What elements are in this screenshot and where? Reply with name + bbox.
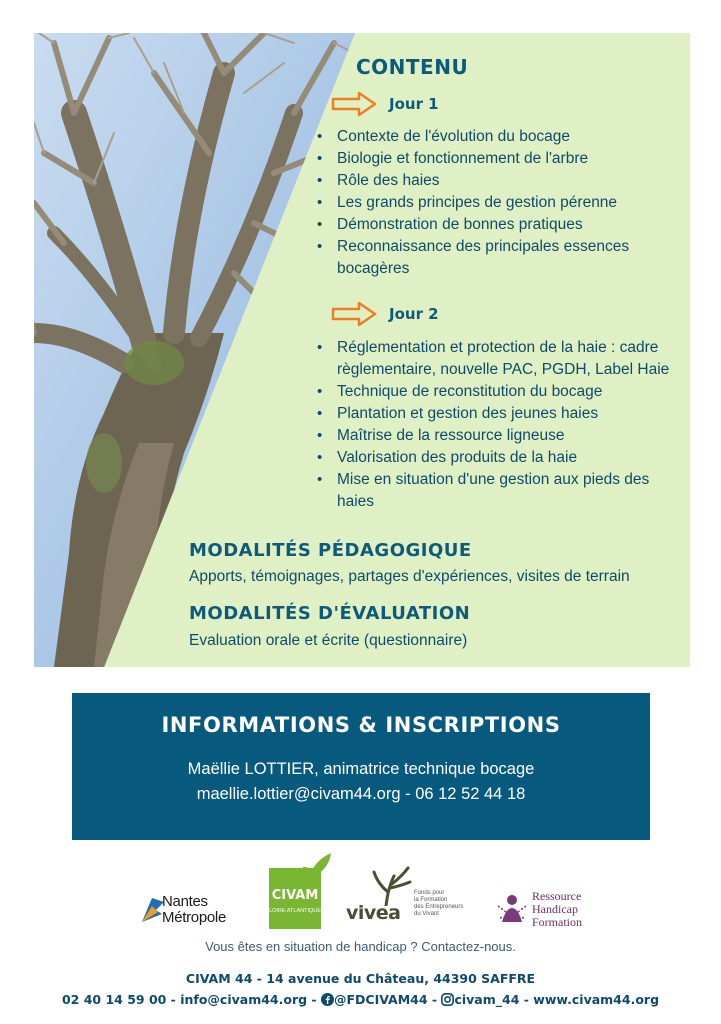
day2-label: Jour 2 [389,305,439,323]
footer-instagram-web[interactable]: civam_44 - www.civam44.org [454,992,660,1007]
civam-logo [269,851,341,931]
info-title: INFORMATIONS & INSCRIPTIONS [161,713,561,737]
list-item: • Plantation et gestion des jeunes haies [315,403,669,425]
rhf-line2: Handicap [532,902,578,916]
vivea-tree-icon [368,866,416,906]
instagram-icon[interactable] [441,993,454,1006]
rhf-figure-icon [496,892,528,926]
modalites-pedagogique-title: MODALITÉS PÉDAGOGIQUE [189,540,472,561]
info-block [72,693,650,840]
list-item: • Valorisation des produits de la haie [315,447,669,469]
nantes-line1: Nantes [162,893,208,910]
list-item: • Contexte de l'évolution du bocage [315,126,629,148]
day1-list [315,126,629,280]
vivea-logo [346,866,476,930]
list-item-continuation: haies [337,493,375,510]
rhf-line1: Ressource [532,889,582,903]
contact-email-phone[interactable]: maellie.lottier@civam44.org - 06 12 52 44 18 [196,785,526,803]
list-item: • Biologie et fonctionnement de l'arbre [315,148,629,170]
contenu-title: CONTENU [356,55,469,79]
day1-header [331,91,439,117]
list-item: • Réglementation et protection de la haie : cadre [315,337,669,359]
vivea-word: vivea [346,902,401,924]
list-item: • Les grands principes de gestion pérenne [315,192,629,214]
footer-facebook[interactable]: @FDCIVAM44 - [333,992,442,1007]
nantes-line2: Métropole [162,909,227,926]
day2-header [331,301,439,327]
vivea-text4: du Vivant [414,911,439,917]
vivea-text1: Fonds pour [414,890,445,896]
list-item: • Démonstration de bonnes pratiques [315,214,629,236]
footer-phone-email[interactable]: 02 40 14 59 00 - info@civam44.org - [61,992,321,1007]
list-item: • Rôle des haies [315,170,629,192]
contact-name: Maëllie LOTTIER, animatrice technique bocage [187,760,535,778]
modalites-pedagogique-text: Apports, témoignages, partages d'expériences, visites de terrain [189,568,630,585]
vivea-text3: des Entrepreneurs [414,904,464,910]
list-item: • Maîtrise de la ressource ligneuse [315,425,669,447]
day1-label: Jour 1 [389,95,439,113]
footer-contacts [0,992,721,1007]
list-item-continuation: règlementaire, nouvelle PAC, PGDH, Label Haie [337,361,670,378]
day2-list [315,337,669,513]
footer-address: CIVAM 44 - 14 avenue du Château, 44390 SAFFRE [185,971,536,986]
list-item: • Mise en situation d'une gestion aux pieds des [315,469,669,491]
ressource-handicap-formation-logo [496,890,606,930]
modalites-evaluation-title: MODALITÉS D'ÉVALUATION [189,603,471,624]
facebook-icon[interactable] [321,993,334,1006]
list-item-continuation: bocagères [337,260,410,277]
handicap-notice: Vous êtes en situation de handicap ? Contactez-nous. [205,939,516,954]
rhf-line3: Formation [532,915,582,929]
civam-sub: LOIRE ATLANTIQUE [269,908,321,914]
list-item: • Technique de reconstitution du bocage [315,381,669,403]
arrow-right-icon [331,91,377,117]
modalites-evaluation-text: Evaluation orale et écrite (questionnaire) [189,632,468,649]
list-item: • Reconnaissance des principales essences [315,236,629,258]
arrow-right-icon [331,301,377,327]
civam-word: CIVAM [271,888,319,903]
vivea-text2: la Formation [414,897,448,903]
nantes-metropole-logo [138,894,248,930]
